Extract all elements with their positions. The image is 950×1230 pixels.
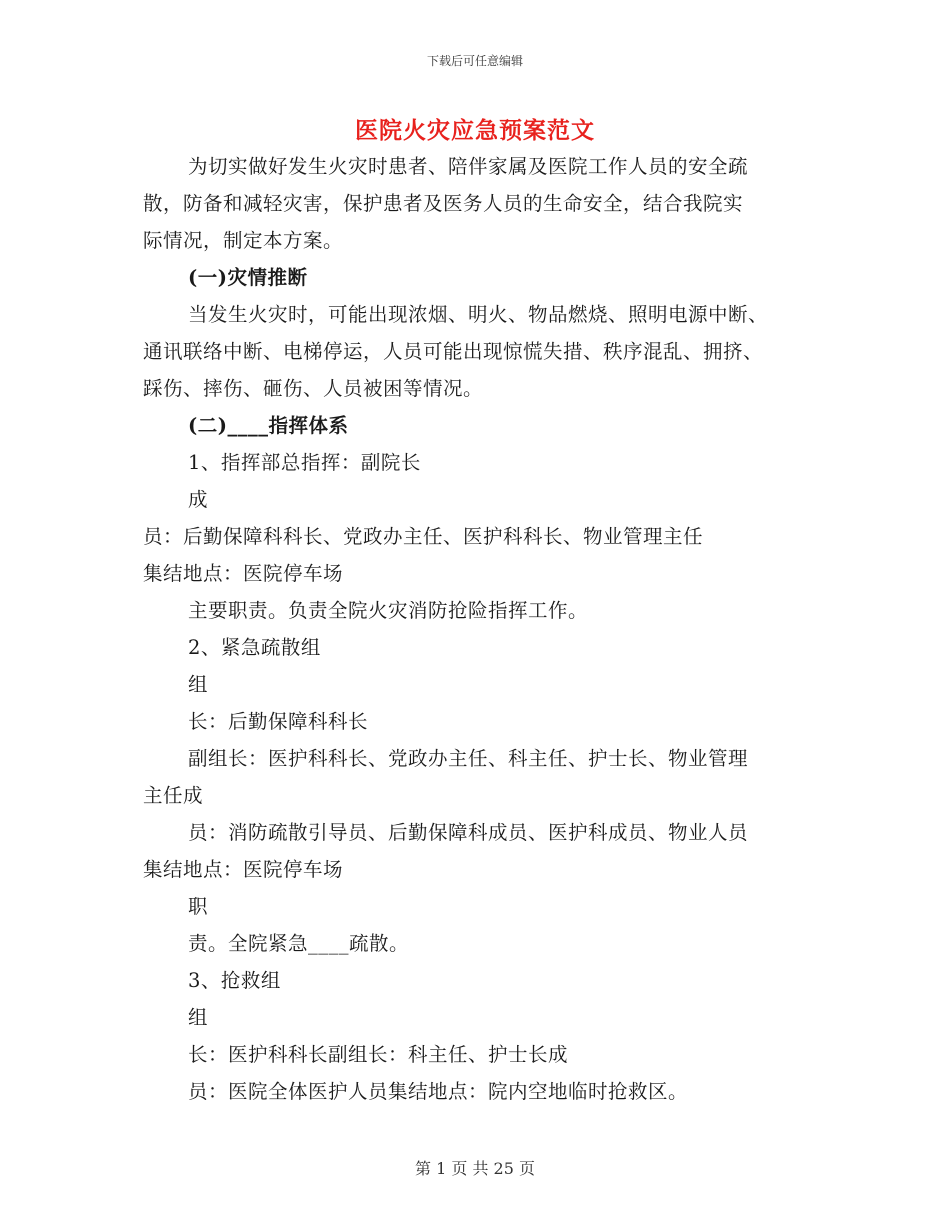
paragraph-line: 员：消防疏散引导员、后勤保障科成员、医护科成员、物业人员 — [188, 821, 749, 844]
paragraph-line: 员：医院全体医护人员集结地点：院内空地临时抢救区。 — [188, 1080, 689, 1103]
paragraph-line: 成 — [188, 488, 209, 511]
paragraph-line: 散，防备和减轻灾害，保护患者及医务人员的生命安全，结合我院实 — [143, 192, 744, 215]
paragraph-line: 主要职责。负责全院火灾消防抢险指挥工作。 — [188, 599, 589, 622]
page-header: 下载后可任意编辑 — [426, 54, 523, 68]
paragraph-line: 当发生火灾时，可能出现浓烟、明火、物品燃烧、照明电源中断、 — [188, 303, 769, 326]
paragraph-line: 3、抢救组 — [188, 969, 281, 992]
paragraph-line: 主任成 — [143, 784, 204, 807]
paragraph-line: 际情况，制定本方案。 — [143, 229, 344, 252]
section-heading: (一)灾情推断 — [188, 266, 308, 289]
paragraph-line: 副组长：医护科科长、党政办主任、科主任、护士长、物业管理 — [188, 747, 749, 770]
document-body — [143, 148, 813, 1110]
paragraph-line: 集结地点：医院停车场 — [143, 562, 344, 585]
page-number: 第 1 页 共 25 页 — [415, 1159, 535, 1178]
paragraph-line: 为切实做好发生火灾时患者、陪伴家属及医院工作人员的安全疏 — [188, 155, 749, 178]
paragraph-line: 集结地点：医院停车场 — [143, 858, 344, 881]
paragraph-line: 组 — [188, 673, 209, 696]
paragraph-line: 2、紧急疏散组 — [188, 636, 321, 659]
paragraph-line: 责。全院紧急____疏散。 — [188, 932, 410, 955]
paragraph-line: 职 — [188, 895, 209, 918]
paragraph-line: 通讯联络中断、电梯停运，人员可能出现惊慌失措、秩序混乱、拥挤、 — [143, 340, 764, 363]
paragraph-line: 长：医护科科长副组长：科主任、护士长成 — [188, 1043, 569, 1066]
paragraph-line: 长：后勤保障科科长 — [188, 710, 369, 733]
paragraph-line: 组 — [188, 1006, 209, 1029]
paragraph-line: 踩伤、摔伤、砸伤、人员被困等情况。 — [143, 377, 484, 400]
paragraph-line: 员：后勤保障科科长、党政办主任、医护科科长、物业管理主任 — [143, 525, 704, 548]
section-heading: (二)____指挥体系 — [188, 414, 349, 437]
document-title: 医院火灾应急预案范文 — [355, 117, 595, 144]
paragraph-line: 1、指挥部总指挥：副院长 — [188, 451, 421, 474]
